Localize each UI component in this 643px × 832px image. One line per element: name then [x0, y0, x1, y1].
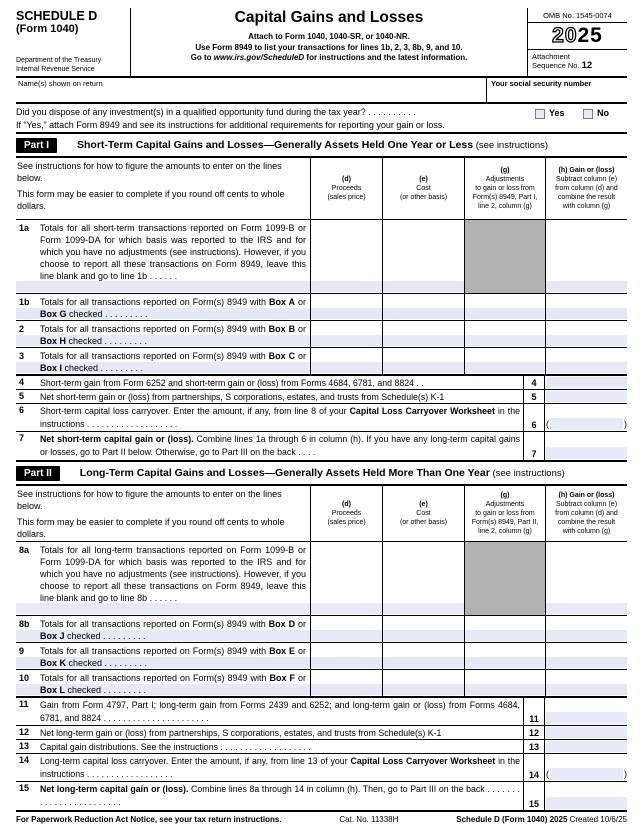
footer-form-id: Schedule D (Form 1040) 2025 Created 10/6/25 — [456, 815, 627, 824]
field-1b-gain[interactable] — [545, 294, 627, 320]
line-14 — [16, 754, 627, 782]
row-1b-number: 1b — [19, 297, 30, 307]
header-right — [527, 8, 627, 76]
row-3-description: 3 Totals for all transactions reported on Form(s) 8949 with Box C or Box I checked . . . . . . . . . — [19, 351, 306, 373]
leader-dots: . . . . . . . . . . — [368, 107, 416, 117]
qof-question-block — [16, 104, 627, 134]
line-15-box: 15 — [523, 782, 545, 810]
row-8a-description: 8a Totals for all long-term transactions reported on Form 1099-B or Form 1099-DA for which basis was reported to the IRS and for which you have no adjustments (see instructions). However, if you choose to report all these transactions on Form 8949, leave this line blank and go to line 8b . . . . . . — [19, 545, 306, 603]
row-8a — [16, 542, 627, 615]
field-8a-proceeds[interactable] — [310, 542, 382, 615]
field-1a-cost[interactable] — [382, 220, 464, 293]
no-checkbox[interactable] — [583, 109, 593, 119]
field-8a-cost[interactable] — [382, 542, 464, 615]
sequence-number: 12 — [581, 60, 593, 71]
field-line-7[interactable] — [546, 447, 627, 459]
line-14-box: 14 — [523, 754, 545, 781]
row-2 — [16, 320, 627, 347]
goto-instruction: Go to www.irs.gov/ScheduleD for instructions and the latest information. — [190, 53, 468, 62]
field-1b-cost[interactable] — [382, 294, 464, 320]
part1-see-instructions: (see instructions) — [473, 140, 549, 151]
row-10-description: 10 Totals for all transactions reported on Form(s) 8949 with Box F or Box L checked . . . . . . . . . — [19, 673, 306, 695]
column-header-proceeds-2: (d) Proceeds (sales price) — [310, 486, 382, 541]
line-12-box: 12 — [523, 726, 545, 739]
no-checkbox-group — [583, 107, 609, 120]
yes-checkbox[interactable] — [535, 109, 545, 119]
field-line-5[interactable] — [546, 391, 627, 402]
tax-year — [528, 23, 627, 50]
ssn-input[interactable] — [486, 78, 627, 102]
line-12 — [16, 726, 627, 740]
field-line-13[interactable] — [546, 741, 627, 752]
sequence-label: Sequence No. — [532, 61, 582, 70]
line-7-number: 7 — [19, 433, 25, 443]
column-header-cost-2: (e) Cost (or other basis) — [382, 486, 464, 541]
part1-lines-4-7 — [16, 376, 627, 462]
field-line-4[interactable] — [546, 377, 627, 388]
header-center — [131, 8, 527, 76]
row-9 — [16, 642, 627, 669]
line-12-description: Net long-term gain or (loss) from partnerships, S corporations, estates, and trusts from Schedule(s) K-1 — [40, 728, 442, 738]
part1-column-header-row — [16, 158, 627, 220]
use-form-instruction: Use Form 8949 to list your transactions for lines 1b, 2, 3, 8b, 9, and 10. — [195, 42, 463, 52]
field-8b-cost[interactable] — [382, 616, 464, 642]
row-10-number: 10 — [19, 673, 30, 683]
line-14-close-paren: ) — [624, 769, 627, 779]
line-11 — [16, 698, 627, 726]
column-header-gain-loss-2: (h) Gain or (loss) Subtract column (e) from column (d) and combine the result with column (g) — [545, 486, 627, 541]
ssn-label: Your social security number — [491, 79, 592, 88]
line-11-box: 11 — [523, 698, 545, 725]
row-2-number: 2 — [19, 324, 25, 334]
field-10-cost[interactable] — [382, 670, 464, 696]
form-title: Capital Gains and Losses — [234, 9, 424, 26]
field-line-6[interactable] — [550, 418, 623, 430]
line-6-box: 6 — [523, 404, 545, 431]
field-3-cost[interactable] — [382, 348, 464, 374]
line-13-number: 13 — [19, 741, 30, 751]
name-label: Name(s) shown on return — [18, 79, 103, 88]
column-header-adjustments: (g) Adjustments to gain or loss from Form(s) 8949, Part I, line 2, column (g) — [464, 158, 545, 219]
line-15-number: 15 — [19, 783, 30, 793]
field-1b-adjustments[interactable] — [464, 294, 545, 320]
line-4-description: Short-term gain from Form 6252 and short-term gain or (loss) from Forms 4684, 6781, and 8824 . . — [40, 378, 424, 388]
part1-bar — [16, 134, 627, 156]
created-date: Created 10/6/25 — [567, 815, 627, 824]
field-9-proceeds[interactable] — [310, 643, 382, 669]
field-9-adjustments[interactable] — [464, 643, 545, 669]
part2-lines-11-15 — [16, 698, 627, 812]
row-8b — [16, 615, 627, 642]
row-9-description: 9 Totals for all transactions reported on Form(s) 8949 with Box E or Box K checked . . . . . . . . . — [19, 646, 306, 668]
cell-8a-adjustments-shaded — [464, 542, 545, 615]
part1-intro-line1: See instructions for how to figure the amounts to enter on the lines below. — [17, 161, 282, 183]
row-8b-number: 8b — [19, 619, 30, 629]
field-10-adjustments[interactable] — [464, 670, 545, 696]
catalog-number: Cat. No. 11338H — [339, 815, 399, 824]
field-8a-gain[interactable] — [545, 542, 627, 615]
cell-1a-adjustments-shaded — [464, 220, 545, 293]
part2-see-instructions: (see instructions) — [489, 468, 565, 479]
line-6-close-paren: ) — [624, 419, 627, 429]
paperwork-notice: For Paperwork Reduction Act Notice, see your tax return instructions. — [16, 815, 282, 824]
no-label: No — [597, 108, 609, 118]
part1-title: Short-Term Capital Gains and Losses—Generally Assets Held One Year or Less (see instructions) — [77, 139, 549, 151]
field-2-gain[interactable] — [545, 321, 627, 347]
qof-question: Did you dispose of any investment(s) in a qualified opportunity fund during the tax year? — [16, 107, 366, 117]
form-number-label: (Form 1040) — [16, 23, 79, 35]
row-1a-number: 1a — [19, 223, 30, 233]
name-input[interactable] — [16, 78, 486, 102]
column-header-adjustments-2: (g) Adjustments to gain or loss from Form(s) 8949, Part II, line 2, column (g) — [464, 486, 545, 541]
line-7 — [16, 432, 627, 460]
yes-label: Yes — [549, 108, 565, 118]
line-11-description: Gain from Form 4797, Part I; long-term gain from Forms 2439 and 6252; and long-term gain or (loss) from Forms 4684, 6781, and 8824 . . . . . . . . . . . . . . . . . . . . . . — [40, 700, 520, 723]
row-10 — [16, 669, 627, 696]
field-line-6-wrap — [546, 417, 627, 431]
line-14-description: Long-term capital loss carryover. Enter the amount, if any, from line 13 of your Capital Loss Carryover Worksheet in the instructions . . . . . . . . . . . . . . . . . . — [40, 756, 521, 779]
line-7-box: 7 — [523, 432, 545, 460]
part2-table — [16, 484, 627, 698]
line-15 — [16, 782, 627, 810]
line-6-description: Short-term capital loss carryover. Enter the amount, if any, from line 8 of your Capital Loss Carryover Worksheet in the instructions . . . . . . . . . . . . . . . . . . . — [40, 406, 521, 429]
attachment-sequence — [528, 50, 627, 70]
line-7-description: Net short-term capital gain or (loss). Combine lines 1a through 6 in column (h). If you have any long-term capital gains or losses, go to Part II below. Otherwise, go to Part III on the back . . . . — [40, 434, 520, 457]
field-line-11[interactable] — [546, 712, 627, 724]
column-header-gain-loss: (h) Gain or (loss) Subtract column (e) from column (d) and combine the result with column (g) — [545, 158, 627, 219]
line-5-description: Net short-term gain or (loss) from partnerships, S corporations, estates, and trusts from Schedule(s) K-1 — [40, 392, 445, 402]
tax-year-outline: 20 — [552, 24, 578, 47]
form-footer — [16, 812, 627, 824]
line-4-number: 4 — [19, 377, 25, 387]
attach-instruction: Attach to Form 1040, 1040-SR, or 1040-NR. — [248, 32, 410, 41]
line-6 — [16, 404, 627, 432]
line-13 — [16, 740, 627, 754]
field-1b-proceeds[interactable] — [310, 294, 382, 320]
row-1a-description: 1a Totals for all short-term transactions reported on Form 1099-B or Form 1099-DA for which basis was reported to the IRS and for which you have no adjustments (see instructions). However, if you choose to report all these transactions on Form 8949, leave this line blank and go to line 1b . . . . . . — [19, 223, 306, 281]
field-8b-proceeds[interactable] — [310, 616, 382, 642]
omb-number: OMB No. 1545-0074 — [528, 8, 627, 23]
irs-label: Internal Revenue Service — [16, 65, 95, 73]
row-1b — [16, 293, 627, 320]
yes-checkbox-group — [535, 107, 565, 120]
row-8a-number: 8a — [19, 545, 30, 555]
line-12-number: 12 — [19, 727, 30, 737]
part2-intro — [16, 486, 310, 541]
form-header — [16, 8, 627, 78]
column-header-cost: (e) Cost (or other basis) — [382, 158, 464, 219]
row-3 — [16, 347, 627, 374]
row-1b-description: 1b Totals for all transactions reported on Form(s) 8949 with Box A or Box G checked . . . . . . . . . — [19, 297, 306, 319]
line-5-box: 5 — [523, 390, 545, 403]
row-3-number: 3 — [19, 351, 25, 361]
column-header-proceeds: (d) Proceeds (sales price) — [310, 158, 382, 219]
part1-table — [16, 156, 627, 376]
header-left — [16, 8, 131, 76]
treasury-label: Department of the Treasury — [16, 57, 102, 64]
part2-column-header-row — [16, 486, 627, 542]
field-9-cost[interactable] — [382, 643, 464, 669]
field-line-14-wrap — [546, 767, 627, 781]
field-10-proceeds[interactable] — [310, 670, 382, 696]
line-6-number: 6 — [19, 405, 25, 415]
line-5 — [16, 390, 627, 404]
schedule-label: SCHEDULE D — [16, 9, 98, 23]
line-11-number: 11 — [19, 699, 29, 709]
line-13-description: Capital gain distributions. See the instructions . . . . . . . . . . . . . . . . . . . — [40, 742, 311, 752]
row-2-description: 2 Totals for all transactions reported on Form(s) 8949 with Box B or Box H checked . . . . . . . . . — [19, 324, 306, 346]
part2-intro-line1: See instructions for how to figure the amounts to enter on the lines below. — [17, 489, 282, 511]
field-10-gain[interactable] — [545, 670, 627, 696]
field-2-proceeds[interactable] — [310, 321, 382, 347]
line-13-box: 13 — [523, 740, 545, 753]
field-2-cost[interactable] — [382, 321, 464, 347]
part1-badge: Part I — [16, 138, 57, 153]
field-1a-gain[interactable] — [545, 220, 627, 293]
field-line-15[interactable] — [546, 797, 627, 809]
part2-title: Long-Term Capital Gains and Losses—Generally Assets Held More Than One Year (see instructions) — [79, 467, 565, 479]
line-6-open-paren: ( — [546, 419, 549, 429]
identity-row — [16, 78, 627, 104]
line-5-number: 5 — [19, 391, 25, 401]
field-1a-proceeds[interactable] — [310, 220, 382, 293]
line-15-description: Net long-term capital gain or (loss). Combine lines 8a through 14 in column (h). Then, go to Part III on the back . . . . . . . . . . . . . . . . . . . . . . . . — [40, 784, 520, 807]
field-line-14[interactable] — [550, 768, 623, 780]
field-3-gain[interactable] — [545, 348, 627, 374]
part2-badge: Part II — [16, 466, 60, 481]
part1-intro-line2: This form may be easier to complete if you round off cents to whole dollars. — [17, 189, 285, 211]
line-14-number: 14 — [19, 755, 30, 765]
attachment-label: Attachment — [532, 52, 570, 61]
field-3-adjustments[interactable] — [464, 348, 545, 374]
field-9-gain[interactable] — [545, 643, 627, 669]
line-4-box: 4 — [523, 376, 545, 389]
field-line-12[interactable] — [546, 727, 627, 738]
tax-year-bold: 25 — [577, 24, 603, 47]
row-9-number: 9 — [19, 646, 25, 656]
field-2-adjustments[interactable] — [464, 321, 545, 347]
field-8b-gain[interactable] — [545, 616, 627, 642]
field-3-proceeds[interactable] — [310, 348, 382, 374]
row-8b-description: 8b Totals for all transactions reported on Form(s) 8949 with Box D or Box J checked . . . . . . . . . — [19, 619, 306, 641]
part1-intro — [16, 158, 310, 219]
line-14-open-paren: ( — [546, 769, 549, 779]
qof-instruction: If “Yes,” attach Form 8949 and see its instructions for additional requirements for reporting your gain or loss. — [16, 120, 445, 130]
field-8b-adjustments[interactable] — [464, 616, 545, 642]
line-4 — [16, 376, 627, 390]
part2-intro-line2: This form may be easier to complete if you round off cents to whole dollars. — [17, 517, 285, 539]
row-1a — [16, 220, 627, 293]
part2-bar — [16, 462, 627, 484]
